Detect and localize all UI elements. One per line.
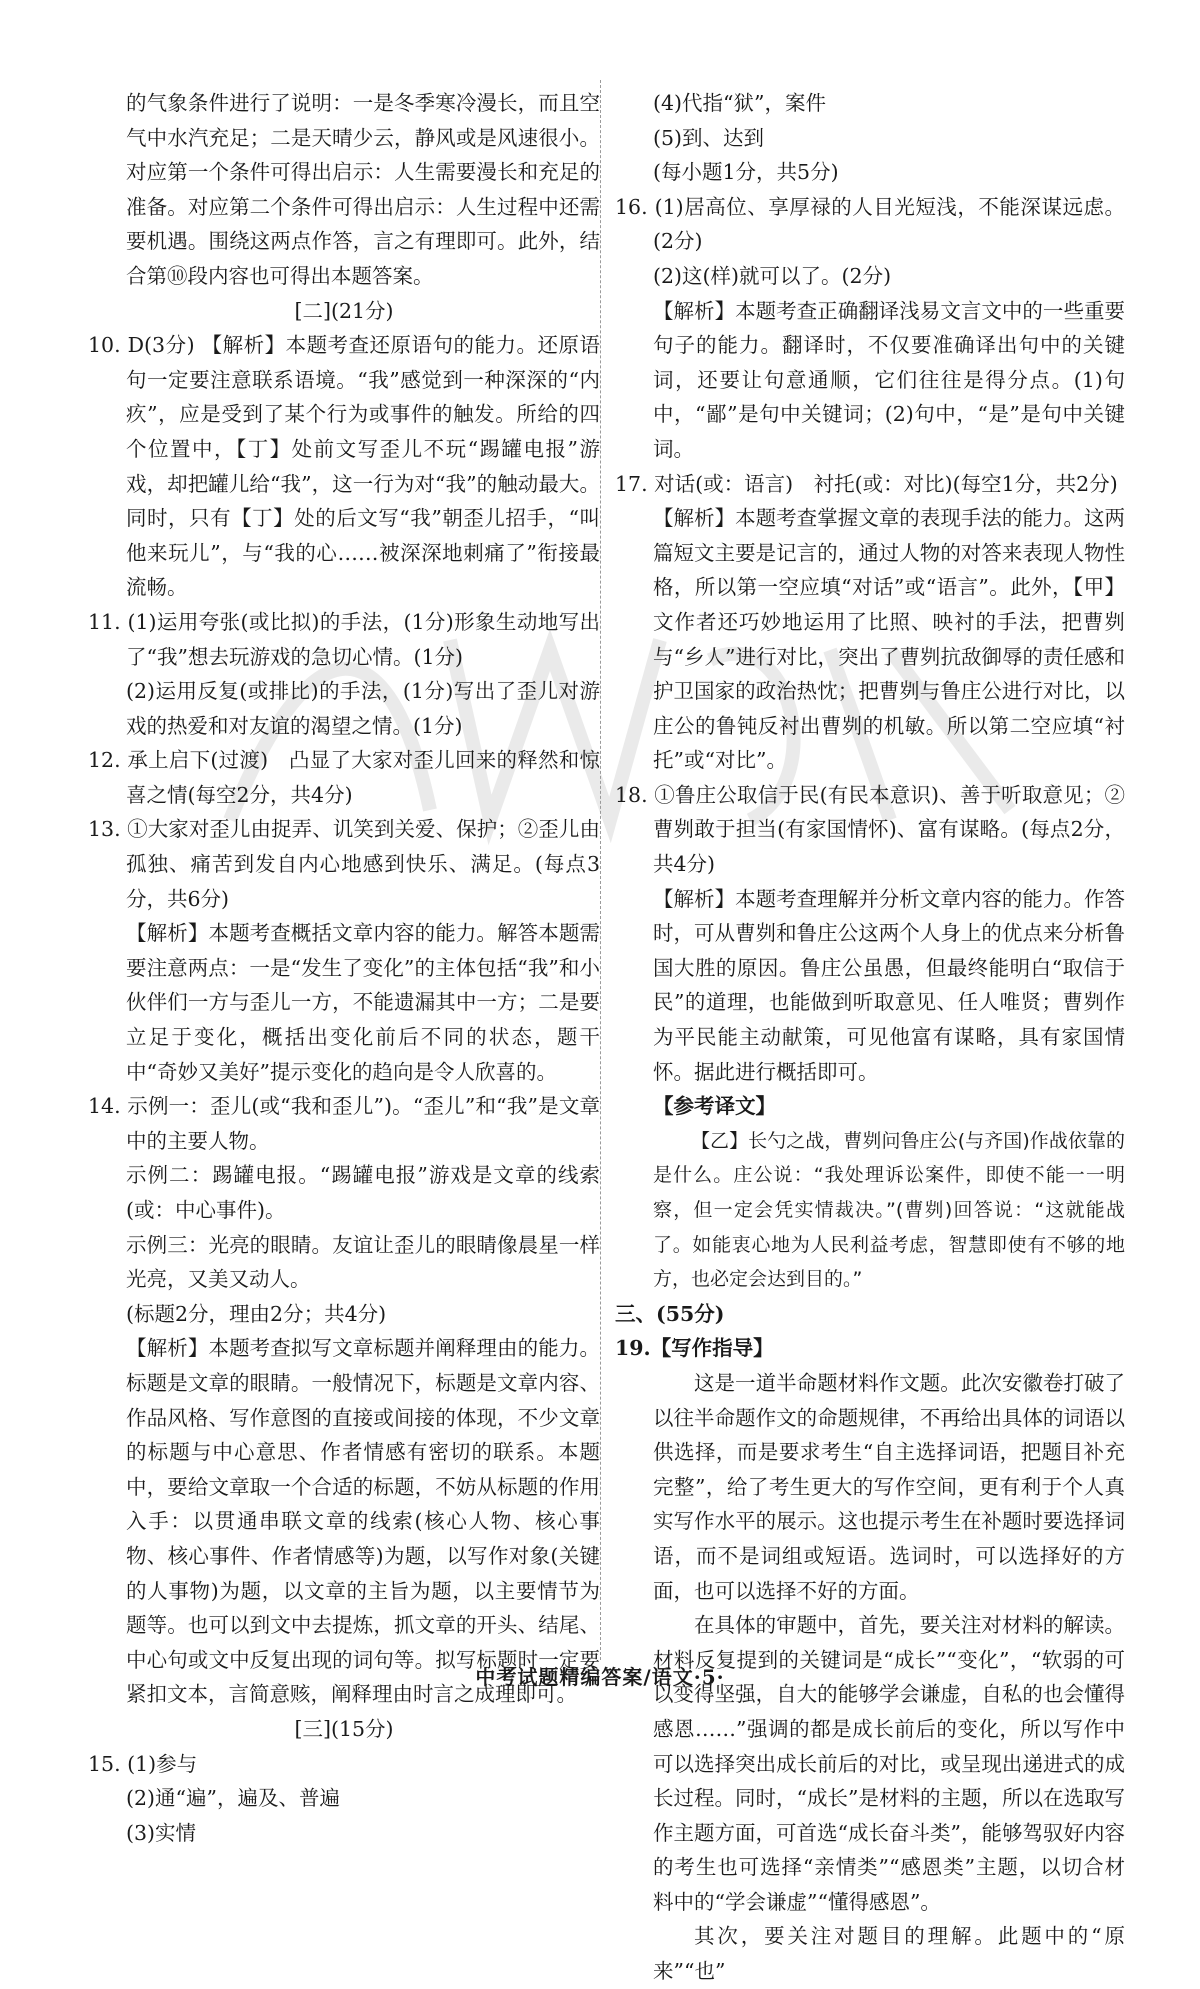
section-3-heading: [三](15分)	[294, 1716, 394, 1741]
section-three-heading: 三、(55分)	[615, 1301, 725, 1326]
page-footer: 中考试题精编答案/语文·5·	[475, 1665, 725, 1689]
answer-17: 17. 对话(或：语言) 衬托(或：对比)(每空1分，共2分)	[615, 471, 1118, 496]
reference-translation-title: 【参考译文】	[653, 1094, 776, 1119]
analysis-16: 【解析】本题考查正确翻译浅易文言文中的一些重要句子的能力。翻译时，不仅要准确译出句中的关键词，还要让句意通顺，它们往往是得分点。(1)句中，“鄙”是句中关键词；(2)句中，“是”是句中关键词。	[653, 298, 1125, 461]
right-column	[615, 86, 1125, 1989]
answer-18: 18. ①鲁庄公取信于民(有民本意识)、善于听取意见；②曹刿敢于担当(有家国情怀)、富有谋略。(每点2分，共4分)	[615, 782, 1125, 877]
writing-guide-paragraph-2: 在具体的审题中，首先，要关注对材料的解读。材料反复提到的关键词是“成长”“变化”，“软弱的可以变得坚强，自大的能够学会谦虚，自私的也会懂得感恩……”强调的都是成长前后的变化，所以写作中可以选择突出成长前后的对比，或呈现出递进式的成长过程。同时，“成长”是材料的主题，所以在选取写作主题方面，可首选“成长奋斗类”，能够驾驭好内容的考生也可选择“亲情类”“感恩类”主题，以切合材料中的“学会谦虚”“懂得感恩”。	[653, 1613, 1125, 1914]
answer-15-1: 15. (1)参与	[88, 1751, 198, 1776]
writing-guide-paragraph-3: 其次，要关注对题目的理解。此题中的“原来”“也”	[653, 1924, 1125, 1984]
answer-19-heading: 19.【写作指导】	[615, 1336, 774, 1361]
answer-12: 12. 承上启下(过渡) 凸显了大家对歪儿回来的释然和惊喜之情(每空2分，共4分)	[88, 748, 600, 807]
answer-15-4: (4)代指“狱”，案件	[653, 91, 826, 115]
column-divider	[600, 80, 601, 1660]
answer-15-3: (3)实情	[126, 1820, 197, 1845]
section-2-heading: [二](21分)	[294, 298, 394, 323]
analysis-14: 【解析】本题考查拟写文章标题并阐释理由的能力。标题是文章的眼睛。一般情况下，标题是文章内容、作品风格、写作意图的直接或间接的体现，不少文章的标题与中心意思、作者情感有密切的联系。本题中，要给文章取一个合适的标题，不妨从标题的作用入手：以贯通串联文章的线索(核心人物、核心事物、核心事件、作者情感等)为题，以写作对象(关键的人事物)为题，以文章的主旨为题，以主要情节为题等。也可以到文中去提炼，抓文章的开头、结尾、中心句或文中反复出现的词句等。拟写标题时一定要紧扣文本，言简意赅，阐释理由时言之成理即可。	[126, 1336, 600, 1707]
answer-16-1: 16. (1)居高位、享厚禄的人目光短浅，不能深谋远虑。(2分)	[615, 194, 1125, 254]
answer-14-example-2: 示例二：踢罐电报。“踢罐电报”游戏是文章的线索(或：中心事件)。	[126, 1163, 600, 1222]
answer-10: 10. D(3分) 【解析】本题考查还原语句的能力。还原语句一定要注意联系语境。“我”感觉到一种深深的“内疚”，应是受到了某个行为或事件的触发。所给的四个位置中，【丁】处前文写歪儿不玩“踢罐电报”游戏，却把罐儿给“我”，这一行为对“我”的触动最大。同时，只有【丁】处的后文写“我”朝歪儿招手，“叫他来玩儿”，与“我的心……被深深地刺痛了”衔接最流畅。	[88, 333, 600, 600]
answer-15-scoring: (每小题1分，共5分)	[653, 160, 839, 185]
left-column	[88, 86, 600, 1850]
reference-translation-text: 【乙】长勺之战，曹刿问鲁庄公(与齐国)作战依靠的是什么。庄公说：“我处理诉讼案件，即使不能一一明察，但一定会凭实情裁决。”(曹刿)回答说：“这就能战了。如能衷心地为人民利益考虑，智慧即使有不够的地方，也必定会达到目的。”	[653, 1129, 1125, 1291]
analysis-17: 【解析】本题考查掌握文章的表现手法的能力。这两篇短文主要是记言的，通过人物的对答来表现人物性格，所以第一空应填“对话”或“语言”。此外，【甲】文作者还巧妙地运用了比照、映衬的手法，把曹刿与“乡人”进行对比，突出了曹刿抗敌御辱的责任感和护卫国家的政治热忱；把曹刿与鲁庄公进行对比，以庄公的鲁钝反衬出曹刿的机敏。所以第二空应填“衬托”或“对比”。	[653, 506, 1125, 773]
answer-14-example-3: 示例三：光亮的眼睛。友谊让歪儿的眼睛像晨星一样光亮，又美又动人。	[126, 1232, 600, 1292]
answer-14-example-1: 14. 示例一：歪儿(或“我和歪儿”)。“歪儿”和“我”是文章中的主要人物。	[88, 1094, 600, 1153]
analysis-13: 【解析】本题考查概括文章内容的能力。解答本题需要注意两点：一是“发生了变化”的主体包括“我”和小伙伴们一方与歪儿一方，不能遗漏其中一方；二是要立足于变化，概括出变化前后不同的状态，题干中“奇妙又美好”提示变化的趋向是令人欣喜的。	[126, 921, 600, 1084]
analysis-18: 【解析】本题考查理解并分析文章内容的能力。作答时，可从曹刿和鲁庄公这两个人身上的优点来分析鲁国大胜的原因。鲁庄公虽愚，但最终能明白“取信于民”的道理，也能做到听取意见、任人唯贤；曹刿作为平民能主动献策，可见他富有谋略，具有家国情怀。据此进行概括即可。	[653, 886, 1125, 1084]
writing-guide-paragraph-1: 这是一道半命题材料作文题。此次安徽卷打破了以往半命题作文的命题规律，不再给出具体的词语以供选择，而是要求考生“自主选择词语，把题目补充完整”，给了考生更大的写作空间，更有利于个人真实写作水平的展示。这也提示考生在补题时要选择词语，而不是词组或短语。选词时，可以选择好的方面，也可以选择不好的方面。	[653, 1370, 1125, 1603]
answer-16-2: (2)这(样)就可以了。(2分)	[653, 263, 892, 288]
answer-13: 13. ①大家对歪儿由捉弄、讥笑到关爱、保护；②歪儿由孤独、痛苦到发自内心地感到快乐、满足。(每点3分，共6分)	[88, 817, 600, 911]
intro-paragraph: 的气象条件进行了说明：一是冬季寒冷漫长，而且空气中水汽充足；二是天晴少云，静风或是风速很小。对应第一个条件可得出启示：人生需要漫长和充足的准备。对应第二个条件可得出启示：人生过程中还需要机遇。围绕这两点作答，言之有理即可。此外，结合第⑩段内容也可得出本题答案。	[126, 91, 600, 288]
answer-15-2: (2)通“遍”，遍及、普遍	[126, 1786, 340, 1811]
answer-15-5: (5)到、达到	[653, 125, 765, 150]
answer-11-1: 11. (1)运用夸张(或比拟)的手法，(1分)形象生动地写出了“我”想去玩游戏的急切心情。(1分)	[88, 609, 600, 669]
answer-11-2: (2)运用反复(或排比)的手法，(1分)写出了歪儿对游戏的热爱和对友谊的渴望之情。(1分)	[126, 679, 600, 738]
answer-14-scoring: (标题2分，理由2分；共4分)	[126, 1301, 387, 1326]
